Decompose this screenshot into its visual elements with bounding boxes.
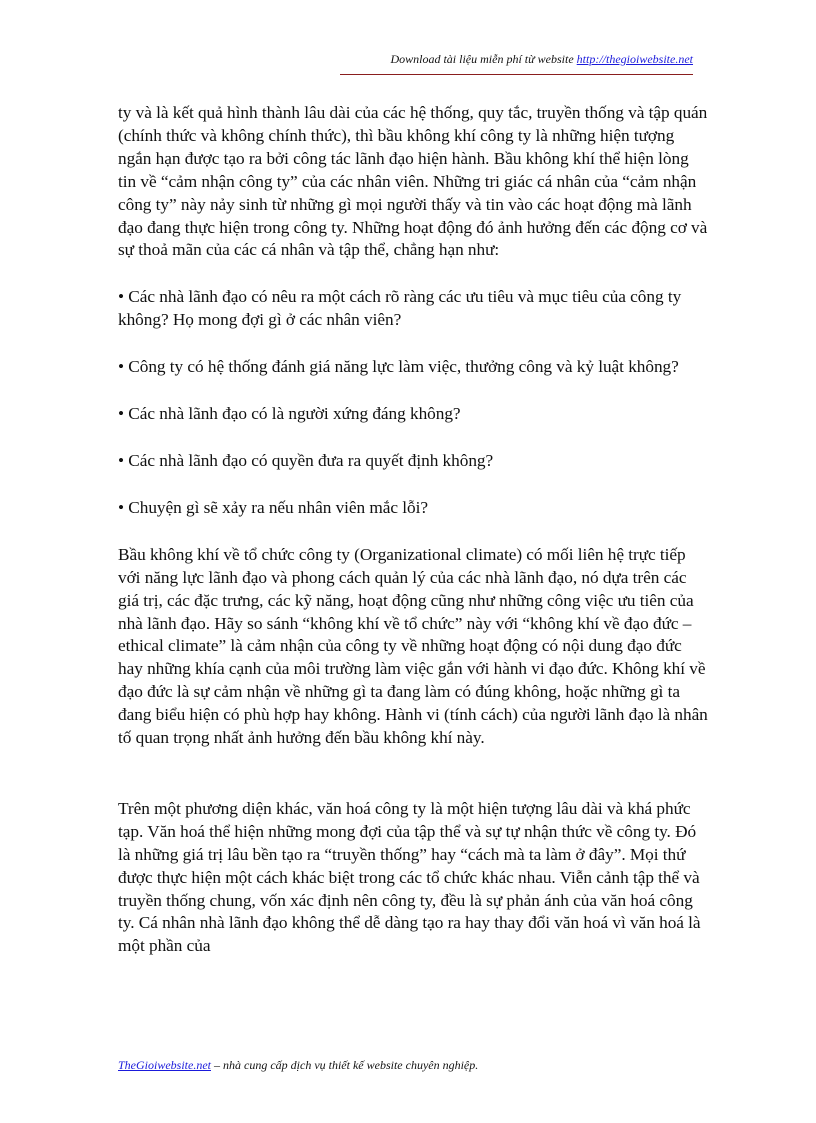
page-footer [118,1058,718,1073]
bullet-item: • Chuyện gì sẽ xảy ra nếu nhân viên mắc lỗi? [118,497,429,517]
bullet-item: • Công ty có hệ thống đánh giá năng lực làm việc, thưởng công và kỷ luật không? [118,357,679,377]
header-text: Download tài liệu miễn phí từ website [390,52,577,66]
page-header [340,52,693,75]
body-paragraph: Trên một phương diện khác, văn hoá công ty là một hiện tượng lâu dài và khá phức tạp. Văn hoá thể hiện những mong đợi của tập thể và sự tự nhận thức về công ty. Đó là những giá trị lâu bền tạo ra “truyền thống” hay “cách mà ta làm ở đây”. Mọi thứ được thực hiện một cách khác biệt trong các tổ chức khác nhau. Viễn cảnh tập thể và truyền thống chung, vốn xác định nên công ty, đều là sự phản ánh của văn hoá công ty. Cá nhân nhà lãnh đạo không thể dễ dàng tạo ra hay thay đổi văn hoá vì văn hoá là một phần của [118,798,701,956]
footer-text: – nhà cung cấp dịch vụ thiết kế website chuyên nghiệp. [211,1058,479,1072]
document-body [118,102,708,958]
bullet-item: • Các nhà lãnh đạo có quyền đưa ra quyết định không? [118,450,494,470]
header-website-link[interactable]: http://thegioiwebsite.net [576,52,693,66]
footer-website-link[interactable]: TheGioiwebsite.net [118,1058,211,1072]
body-paragraph: ty và là kết quả hình thành lâu dài của các hệ thống, quy tắc, truyền thống và tập quán (chính thức và không chính thức), thì bầu không khí công ty là những hiện tượng ngắn hạn được tạo ra bởi công tác lãnh đạo hiện hành. Bầu không khí thể hiện lòng tin về “cảm nhận công ty” của các nhân viên. Những tri giác cá nhân của “cảm nhận công ty” này nảy sinh từ những gì mọi người thấy và tin vào các hoạt động mà lãnh đạo đang thực hiện trong công ty. Những hoạt động đó ảnh hưởng đến các động cơ và sự thoả mãn của các cá nhân và tập thể, chẳng hạn như: [118,103,708,260]
bullet-item: • Các nhà lãnh đạo có nêu ra một cách rõ ràng các ưu tiêu và mục tiêu của công ty không? Họ mong đợi gì ở các nhân viên? [118,287,682,330]
body-paragraph: Bầu không khí về tổ chức công ty (Organizational climate) có mối liên hệ trực tiếp với năng lực lãnh đạo và phong cách quản lý của các nhà lãnh đạo, nó dựa trên các giá trị, các đặc trưng, các kỹ năng, hoạt động cũng như những công việc ưu tiên của nhà lãnh đạo. Hãy so sánh “không khí về tổ chức” này với “không khí về đạo đức – ethical climate” là cảm nhận của công ty về những hoạt động có nội dung đạo đức hay những khía cạnh của môi trường làm việc gắn với hành vi đạo đức. Không khí về đạo đức là sự cảm nhận về những gì ta đang làm có đúng không, hoặc những gì ta đang biểu hiện có phù hợp hay không. Hành vi (tính cách) của người lãnh đạo là nhân tố quan trọng nhất ảnh hưởng đến bầu không khí này. [118,544,708,748]
bullet-item: • Các nhà lãnh đạo có là người xứng đáng không? [118,404,461,424]
